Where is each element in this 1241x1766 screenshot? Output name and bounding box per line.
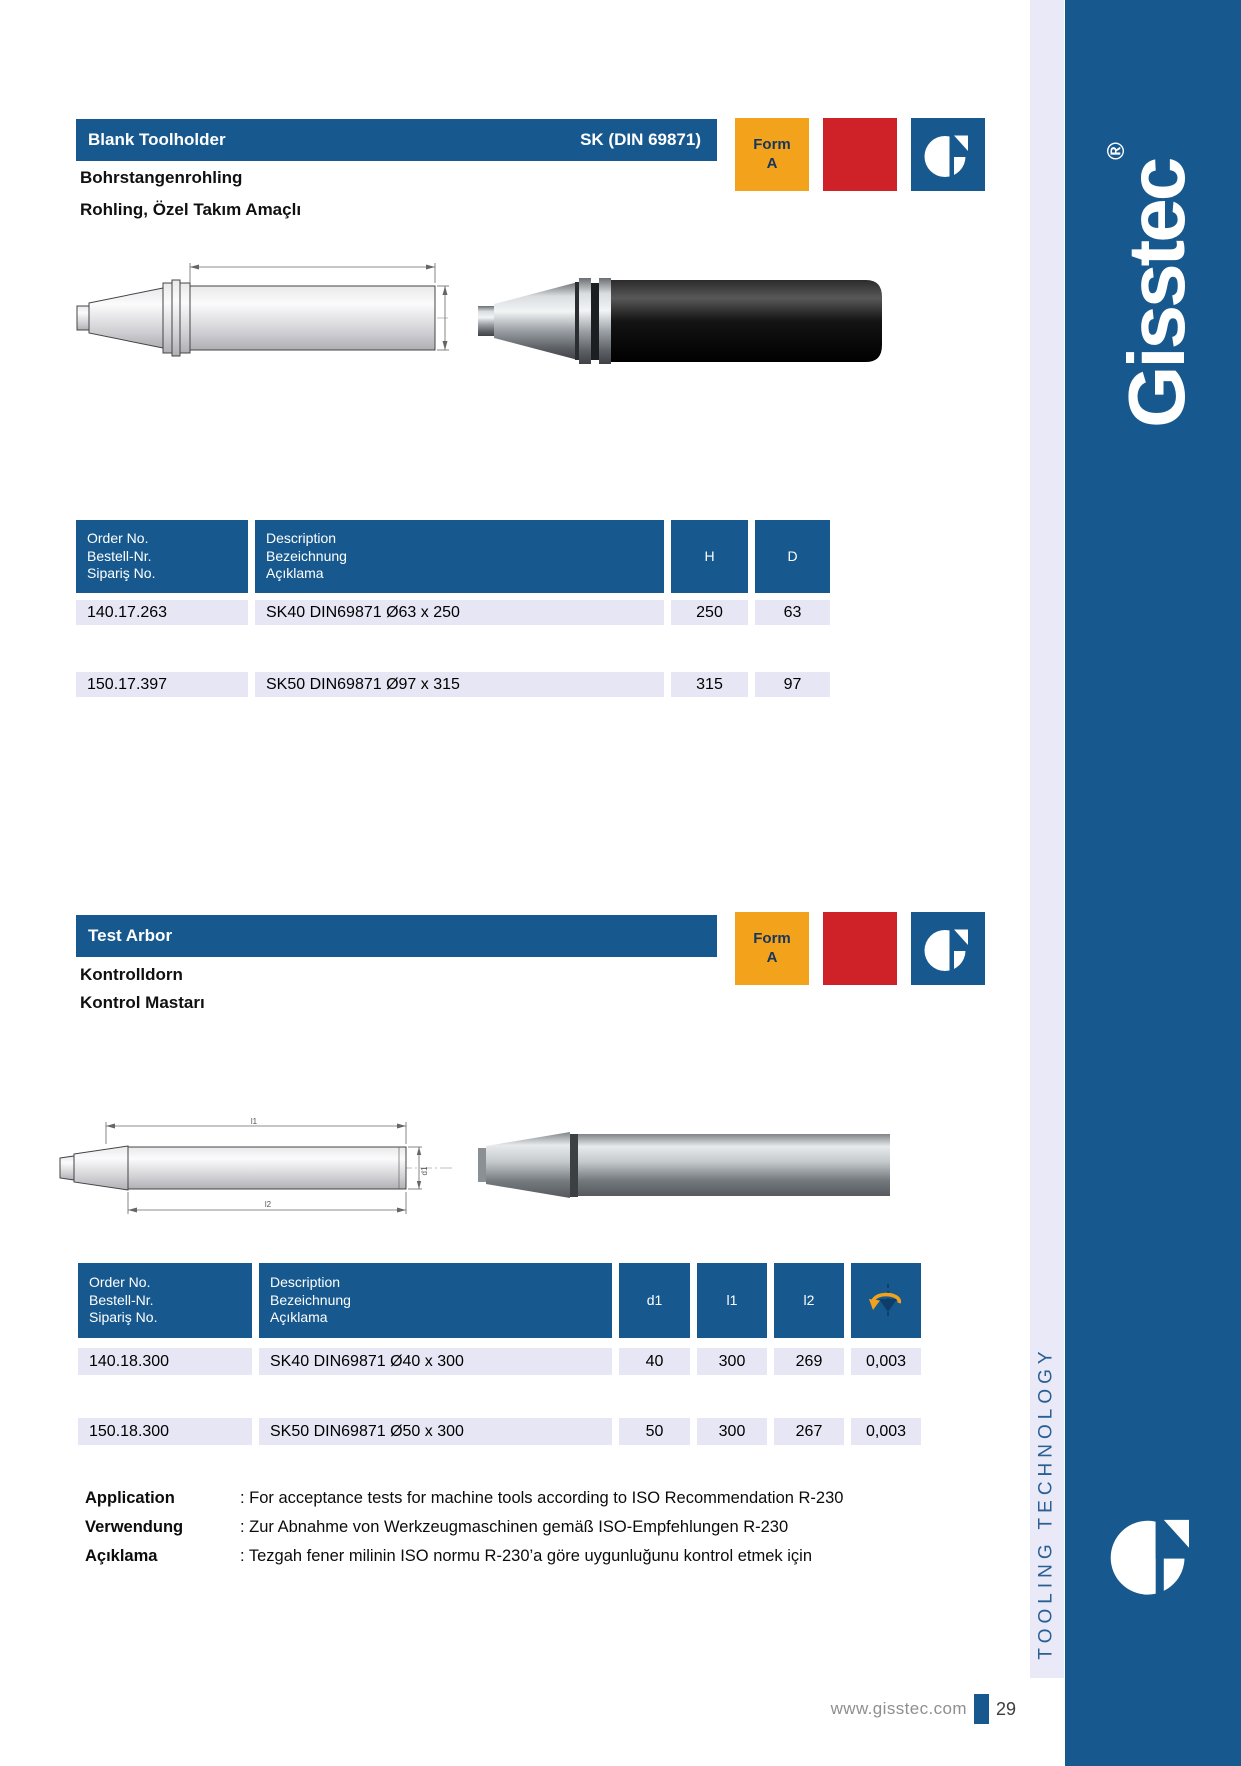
order-no-cell: 140.18.300 bbox=[78, 1348, 252, 1375]
col-l1: l1 bbox=[697, 1263, 767, 1338]
application-label: Verwendung bbox=[85, 1518, 184, 1536]
test-arbor-technical-drawing bbox=[58, 1118, 458, 1218]
toolholder-photo bbox=[478, 270, 890, 370]
gisstec-logo-icon bbox=[1108, 1508, 1198, 1602]
red-square-badge bbox=[823, 118, 897, 191]
col-description: Description Bezeichnung Açıklama bbox=[259, 1263, 612, 1338]
toolholder-technical-drawing bbox=[75, 256, 450, 376]
table-row bbox=[76, 672, 830, 697]
col-order-no: Order No. Bestell-Nr. Sipariş No. bbox=[78, 1263, 252, 1338]
col-h: H bbox=[671, 520, 748, 593]
application-label: Application bbox=[85, 1489, 175, 1507]
page-footer bbox=[0, 1694, 1016, 1724]
registered-mark: ® bbox=[1103, 142, 1130, 160]
d1-cell: 40 bbox=[619, 1348, 690, 1375]
application-text: : Tezgah fener milinin ISO normu R-230’a göre uygunluğunu kontrol etmek için bbox=[240, 1547, 813, 1565]
form-a-badge: Form A bbox=[735, 912, 809, 985]
description-cell: SK40 DIN69871 Ø63 x 250 bbox=[255, 600, 664, 625]
dim-label-l2: l2 bbox=[264, 1200, 272, 1209]
col-description: Description Bezeichnung Açıklama bbox=[255, 520, 664, 593]
section-title: Blank Toolholder bbox=[88, 130, 226, 149]
col-l2: l2 bbox=[774, 1263, 844, 1338]
col-runout bbox=[851, 1263, 921, 1338]
subtitle-de: Bohrstangenrohling bbox=[80, 168, 243, 187]
application-row bbox=[85, 1489, 945, 1508]
d-cell: 63 bbox=[755, 600, 830, 625]
table-row bbox=[78, 1418, 921, 1445]
application-row bbox=[85, 1547, 945, 1566]
section-header-test-arbor bbox=[76, 915, 717, 957]
logo-badge bbox=[911, 118, 985, 191]
order-no-cell: 150.18.300 bbox=[78, 1418, 252, 1445]
subtitle-tr: Kontrol Mastarı bbox=[80, 993, 205, 1012]
toolholder-table-header bbox=[76, 520, 830, 593]
description-cell: SK50 DIN69871 Ø97 x 315 bbox=[255, 672, 664, 697]
application-row bbox=[85, 1518, 945, 1537]
l1-cell: 300 bbox=[697, 1348, 767, 1375]
application-text: : For acceptance tests for machine tools according to ISO Recommendation R-230 bbox=[240, 1489, 844, 1507]
brand-logo-text bbox=[1065, 85, 1241, 485]
col-order-no: Order No. Bestell-Nr. Sipariş No. bbox=[76, 520, 248, 593]
order-no-cell: 150.17.397 bbox=[76, 672, 248, 697]
dim-label-d1: d1 bbox=[420, 1166, 429, 1176]
runout-cell: 0,003 bbox=[851, 1418, 921, 1445]
page-number: 29 bbox=[995, 1698, 1016, 1719]
h-cell: 250 bbox=[671, 600, 748, 625]
test-arbor-photo bbox=[478, 1126, 893, 1204]
description-cell: SK50 DIN69871 Ø50 x 300 bbox=[259, 1418, 612, 1445]
subtitle-de: Kontrolldorn bbox=[80, 965, 183, 984]
table-row bbox=[76, 600, 830, 625]
brand-name: Gisstec bbox=[1112, 159, 1201, 428]
section-title: Test Arbor bbox=[88, 926, 173, 945]
page-number-marker bbox=[974, 1694, 989, 1724]
h-cell: 315 bbox=[671, 672, 748, 697]
l1-cell: 300 bbox=[697, 1418, 767, 1445]
order-no-cell: 140.17.263 bbox=[76, 600, 248, 625]
table-row bbox=[78, 1348, 921, 1375]
col-d: D bbox=[755, 520, 830, 593]
website-url: www.gisstec.com bbox=[830, 1699, 967, 1718]
l2-cell: 269 bbox=[774, 1348, 844, 1375]
dim-label-l1: l1 bbox=[250, 1118, 258, 1126]
runout-icon bbox=[866, 1283, 906, 1319]
l2-cell: 267 bbox=[774, 1418, 844, 1445]
section-header-blank-toolholder bbox=[76, 119, 717, 161]
col-d1: d1 bbox=[619, 1263, 690, 1338]
application-label: Açıklama bbox=[85, 1547, 158, 1565]
gisstec-logo-icon bbox=[923, 924, 973, 974]
application-notes bbox=[85, 1489, 945, 1576]
application-text: : Zur Abnahme von Werkzeugmaschinen gemäß ISO-Empfehlungen R-230 bbox=[240, 1518, 789, 1536]
description-cell: SK40 DIN69871 Ø40 x 300 bbox=[259, 1348, 612, 1375]
vertical-tagline: TOOLING TECHNOLOGY bbox=[1036, 1345, 1057, 1660]
form-a-badge: Form A bbox=[735, 118, 809, 191]
d-cell: 97 bbox=[755, 672, 830, 697]
red-square-badge bbox=[823, 912, 897, 985]
runout-cell: 0,003 bbox=[851, 1348, 921, 1375]
gisstec-logo-icon bbox=[923, 130, 973, 180]
logo-badge bbox=[911, 912, 985, 985]
test-arbor-table-header bbox=[78, 1263, 921, 1338]
subtitle-tr: Rohling, Özel Takım Amaçlı bbox=[80, 200, 302, 219]
d1-cell: 50 bbox=[619, 1418, 690, 1445]
section-standard: SK (DIN 69871) bbox=[580, 130, 701, 149]
